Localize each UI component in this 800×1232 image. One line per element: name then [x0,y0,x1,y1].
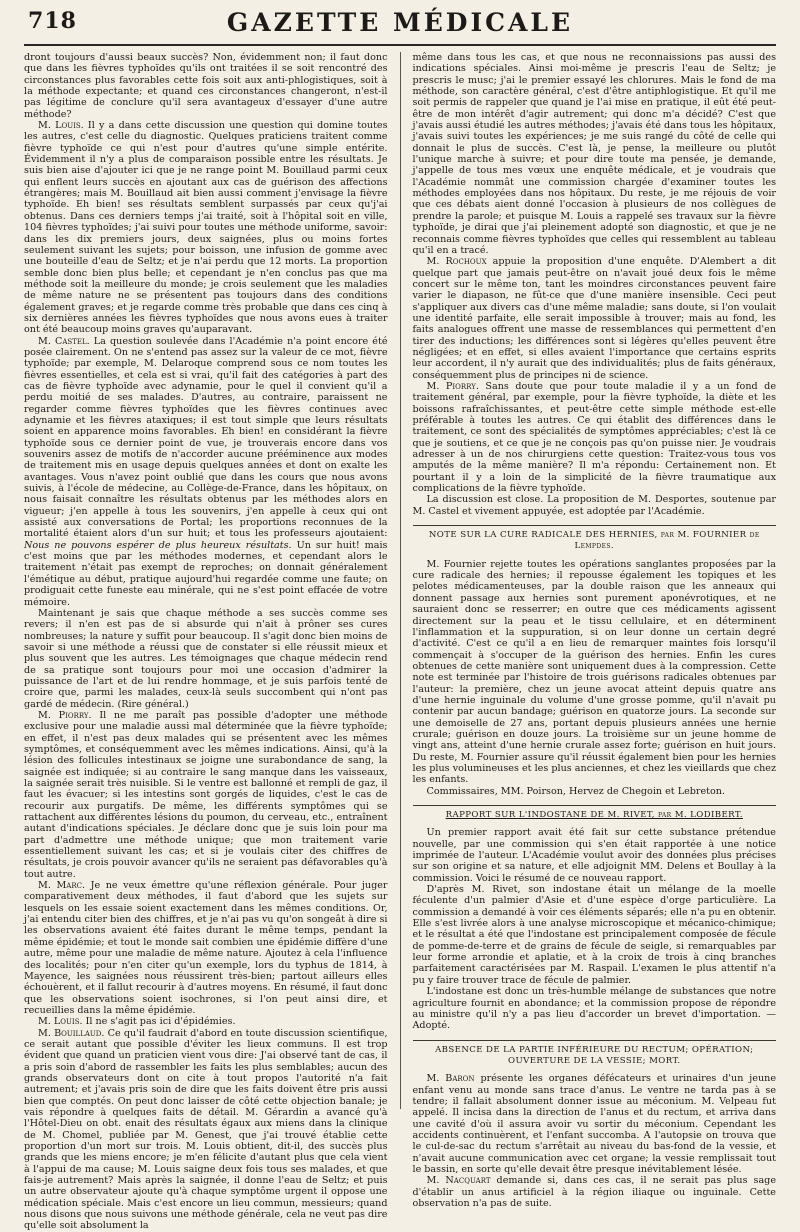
page-header [24,0,776,46]
paragraph: D'après M. Rivet, son indostane était un mélange de la moelle féculente d'un palmier d'Asie et d'une espèce d'orge particulière. La commission a demandé à voir ces éléments séparés; elle n'a pu en obtenir. Elle s'est livrée alors à une analyse microscopique et mécanico-chimique; et le résultat a été que l'indostane est principalement composée de fécule de pomme-de-terre et de grains de fécule de seigle, si remarquables par leur forme arrondie et aplatie, et à la croix de trois à cinq branches parfaitement caractérisées par M. Raspail. L'examen le plus attentif n'a pu y faire trouver trace de fécule de palmier. [412,884,776,986]
speaker: M. Louis. [38,1016,83,1028]
paragraph: dront toujours d'aussi beaux succès? Non, évidemment non; il faut donc que dans les fièvres typhoïdes qu'ils ont traitées il se soit rencontré des circonstances plus favorables cette fois soit aux anti-phlogistiques, soit à la méthode expectante; et quand ces circonstances changeront, n'est-il pas légitime de conclure qu'il sera avantageux d'essayer d'une autre méthode? [24,52,388,120]
paragraph: Commissaires, MM. Poirson, Hervez de Chegoin et Lebreton. [426,785,726,797]
text-columns [24,52,776,1232]
left-column [24,52,388,1232]
paragraph: Maintenant je sais que chaque méthode a ses succès comme ses revers; il n'en est pas de si absurde qui n'ait à prôner ses cures nombreuses; la nature y suffit pour beaucoup. Il s'agit donc bien moins de savoir si une méthode a réussi que de constater si elle réussit mieux et plus souvent que les autres. Les témoignages que chaque médecin rend de sa pratique sont toujours pour moi une occasion d'admirer la puissance de l'art et de lui rendre hommage, et je suis parfois tenté de croire que, parmi les malades, ceux-là seuls succombent qui n'ont pas gardé de médecin. (Rire général.) [24,607,388,710]
paragraph: M. Fournier rejette toutes les opérations sanglantes proposées par la cure radicale des hernies; il repousse également les topiques et les pelotes médicamenteuses, par la double raison que les anneaux qui donnent passage aux hernies sont purement aponévrotiques, et ne sauraient donc se resserrer; en outre que ces médicaments agissent directement sur la peau et le tissu cellulaire, et en déterminent l'inflammation et la suppuration, si on leur donne un certain degré d'activité. C'est ce qu'il a en lieu de remarquer maintes fois lorsqu'il commençait à s'occuper de la guérison des hernies. Enfin les cures obtenues de cette manière sont uniquement dues à la compression. Cette note est terminée par l'histoire de trois guérisons radicales obtenues par l'auteur: la première, chez un jeune avocat atteint depuis quatre ans d'une hernie inguinale du volume d'une grosse pomme, qu'il n'avait pu contenir par aucun bandage; guérison en quatorze jours. La seconde sur une demoiselle de 27 ans, portant depuis plusieurs années une hernie crurale; guérison en douze jours. La troisième sur un jeune homme de vingt ans, atteint d'une hernie crurale assez forte; guérison en huit jours. Du reste, M. Fournier assure qu'il réussit également bien pour les hernies les plus volumineuses et les plus anciennes, et chez les vieillards que chez les enfants. [412,558,776,786]
speaker: M. Louis. [38,120,84,132]
section-heading-indostane: RAPPORT SUR L'INDOSTANE DE M. RIVET, par M. LODIBERT. [413,805,777,821]
quotation: Nous ne pouvons espérer de plus heureux résultats. [24,539,292,551]
column-divider [400,52,401,1109]
section-heading-rectum: ABSENCE DE LA PARTIE INFÉRIEURE DU RECTUM; OPÉRATION; OUVERTURE DE LA VESSIE; MORT. [413,1040,777,1068]
paragraph [413,1175,777,1209]
paragraph [24,880,388,1016]
paragraph [24,120,388,336]
speech: appuie la proposition d'une enquête. D'Alembert a dit quelque part que jamais peut-être on n'avait joué deux fois le même concert sur le même ton, tant les moindres circonstances peuvent faire varier le diapason, ne fût-ce que d'une manière insensible. Ceci peut s'appliquer aux divers cas d'une même maladie; sans doute, si l'on voulait une identité parfaite, elle serait impossible à trouver; mais au fond, les faits analogues offrent une masse de ressemblances qui permettent d'en tirer des inductions; les différences sont si légères qu'elles peuvent être négligées; et en effet, si elles avaient l'importance que certains esprits leur accordent, il n'y aurait que des individualités; plus de faits généraux, conséquemment plus de principes ni de science. [412,256,776,381]
speech: Sans doute que pour toute maladie il y a un fond de traitement général, par exemple, pour la fièvre typhoïde, la diète et les boissons rafraîchissantes, et peut-être cette simple méthode est-elle préférable à toutes les autres. Ce qui établit des différences dans le traitement, ce sont des spécialités de symptômes appréciables; c'est là ce que je soutiens, et ce que je ne conçois pas qu'on puisse nier. Je voudrais adresser à un de nos chirurgiens cette question: Traitez-vous tous vos amputés de la même manière? Il m'a répondu: Certainement non. Et pourtant il y a loin de la simplicité de la fièvre traumatique aux complications de la fièvre typhoïde. [412,380,776,495]
speech: Ce qu'il faudrait d'abord en toute discussion scientifique, ce serait autant que possible d'éviter les lieux communs. Il est trop évident que quand un praticien vient vous dire: J'ai observé tant de cas, il a pris soin d'abord de rassembler les faits les plus semblables; aucun des grands observateurs dont on cite à tout propos l'autorité n'a fait autrement; et j'avais pris soin de dire que les faits doivent être pris aussi bien que comptés. On peut donc laisser de côté cette objection banale; je vais répondre à quelques faits de détail. M. Gérardin a avancé qu'à l'Hôtel-Dieu on obt. enait des résultats égaux aux miens dans la clinique de M. Chomel, publiée par M. Genest, que j'ai trouvé établie cette proportion d'un mort sur trois. M. Louis obtient, dit-il, des succès plus grands que les miens encore; je m'en félicite d'autant plus que cela vient à l'appui de ma cause; M. Louis saigne deux fois tous ses malades, et que fais-je autrement? Mais après la saignée, il donne l'eau de Seltz; et puis un autre observateur ajoute qu'à chaque symptôme urgent il oppose une médication spéciale. Mais c'est encore un lieu commun, messieurs; quand nous disons que nous suivons une méthode générale, cela ne veut pas dire qu'elle soit absolument la [24,1027,388,1232]
paragraph [24,710,388,880]
speech: Il y a dans cette discussion une question qui domine toutes les autres, c'est celle du diagnostic. Quelques praticiens traitent comme fièvre typhoïde ce qui n'est pour d'autres qu'une simple entérite. Évidemment il n'y a plus de comparaison possible entre les résultats. Je suis bien aise d'ajouter ici que je ne range point M. Bouillaud parmi ceux qui enflent leurs succès en ajoutant aux cas de guérison des affections étrangères; mais M. Bouillaud ait bien aussi comment j'envisage la fièvre typhoïde. Eh bien! ses résultats semblent surpassés par ceux qu'j'ai obtenus. Dans ces derniers temps j'ai traité, soit à l'hôpital soit en ville, 104 fièvres typhoïdes; j'ai suivi pour toutes une méthode uniforme, savoir: dans les dix premiers jours, deux saignées, plus ou moins fortes seulement suivant les sujets; pour boisson, une infusion de gomme avec une bouteille d'eau de Seltz; et je n'ai perdu que 12 morts. La proportion semble donc bien plus belle; et cependant je n'en conclus pas que ma méthode soit la meilleure du monde; je crois seulement que les maladies de même nature ne se présentent pas toujours dans des conditions également graves; et je regarde comme très probable que dans ces cinq à six dernières années les fièvres typhoïdes que nous avons eues à traiter ont été beaucoup moins graves qu'auparavant. [24,120,388,336]
speaker: M. Castel. [38,335,90,347]
speech: Il ne s'agit pas ici d'épidémies. [82,1016,236,1028]
paragraph [24,1028,388,1232]
paragraph: Un premier rapport avait été fait sur cette substance prétendue nouvelle, par une commission qui s'en était rapportée à une notice imprimée de l'auteur. L'Académie voulut avoir des données plus précises sur son origine et sa nature, et elle adjoignit MM. Delens et Boullay à la commission. Voici le résumé de ce nouveau rapport. [412,827,776,884]
paragraph: même dans tous les cas, et que nous ne reconnaissions pas aussi des indications spéciales. Ainsi moi-même je prescris l'eau de Seltz; je prescris le musc; j'ai le premier essayé les chlorures. Mais le fond de ma méthode, son caractère général, c'est d'être antiphlogistique. Et qu'il me soit permis de rappeler que quand je l'ai mise en pratique, il eût été peut-être de mon intérêt d'agir autrement; qui donc m'a décidé? C'est que j'avais aussi étudié les autres méthodes; j'avais été dans tous les hôpitaux, j'avais suivi toutes les expériences; je me suis rangé du côté de celle qui donnait le plus de succès. C'est là, je pense, la meilleure ou plutôt l'unique marche à suivre; et pour dire toute ma pensée, je demande, j'appelle de tous mes vœux une enquête médicale, et je voudrais que l'Académie nommât une commission chargée d'examiner toutes les méthodes employées dans nos hôpitaux. Du reste, je me réjouis de voir que ces débats aient donné l'occasion à plusieurs de nos collègues de prendre la parole; et puisque M. Louis a rappelé ses travaux sur la fièvre typhoïde, je dirai que j'ai pleinement adopté son diagnostic, et que je ne reconnais comme fièvres typhoïdes que celles qui ressemblent au tableau qu'il en a tracé. [412,52,776,256]
paragraph [413,381,777,494]
paragraph [413,256,777,381]
speech: Un sur huit! mais c'est moins que par les méthodes modernes, et cependant alors le traitement n'était pas exempt de reproches; on donnait généralement l'émétique au début, pratique aujourd'hui regardée comme une faute; on prodiguait cette funeste eau minérale, qui ne s'est point effacée de votre mémoire. [24,539,388,608]
speaker: M. Piorry. [38,709,92,721]
right-column [412,52,777,1209]
speaker: M. Marc. [38,880,86,892]
speech: présente les organes défécateurs et urinaires d'un jeune enfant venu au monde sans trace d'anus. Le ventre ne tarda pas à se tendre; il fallait absolument donner issue au méconium. M. Velpeau fut appelé. Il incisa dans la direction de l'anus et du rectum, et arriva dans une cavité d'où il assura avoir vu sortir du méconium. Cependant les accidents continuèrent, et l'enfant succomba. A l'autopsie on trouva que le cul-de-sac du rectum s'arrêtait au niveau du bas-fond de la vessie, et n'avait aucune communication avec cet organe; la vessie remplissait tout le bassin, en sorte qu'elle devait être presque inévitablement lésée. [412,1073,776,1175]
speaker: M. Bouillaud. [38,1027,105,1039]
speech: Je ne veux émettre qu'une réflexion générale. Pour juger comparativement deux méthodes, il faut d'abord que les sujets sur lesquels on les essaie soient exactement dans les mêmes conditions. Or, j'ai entendu citer bien des chiffres, et je n'ai pas vu qu'on songeât à dire si les observations avaient été faites durant le même temps, pendant la même épidémie; et tout le monde sait combien une épidémie diffère d'une autre, même pour une maladie de même nature. Ajoutez à cela l'influence des localités; pour n'en citer qu'un exemple, lors du typhus de 1814, à Mayence, les saignées nous réussirent très-bien; partout ailleurs elles échouèrent, et il fallut recourir à d'autres moyens. En résumé, il faut donc que les observations soient isochrones, si l'on peut ainsi dire, et recueillies dans la même épidémie. [24,880,388,1016]
speaker: M. Nacquart [426,1175,491,1187]
paragraph: L'indostane est donc un très-humble mélange de substances que notre agriculture fournit en abondance; et la commission propose de répondre au ministre qu'il n'y a pas lieu d'accorder un brevet d'importation. — Adopté. [412,986,776,1032]
page-number: 718 [28,8,77,34]
journal-title: GAZETTE MÉDICALE [226,8,574,37]
section-heading-hernies: NOTE SUR LA CURE RADICALE DES HERNIES, par M. FOURNIER de Lempdes. [413,525,777,553]
speech: Il ne me paraît pas possible d'adopter une méthode exclusive pour une maladie aussi mal déterminée que la fièvre typhoïde; en effet, il n'est pas deux malades qui se présentent avec les mêmes symptômes, et conséquemment avec les mêmes indications. Ainsi, qu'à la lésion des follicules intestinaux se joigne une surabondance de sang, la saignée est indiquée; si au contraire le sang manque dans les vaisseaux, la saignée serait très nuisible. Si le ventre est ballonné et rempli de gaz, il faut les évacuer; si les intestins sont gorgés de liquides, c'est le cas de recourir aux purgatifs. De même, les différents symptômes qui se rattachent aux différentes lésions du poumon, du cerveau, etc., entraînent autant d'indications spéciales. Je déclare donc que je suis loin pour ma part d'admettre une méthode unique; que mon traitement varie essentiellement suivant les cas; et si je voulais citer des chiffres de résultats, je crois pouvoir avancer qu'ils ne seraient pas défavorables qu'à tout autre. [24,709,388,880]
speech: La question soulevée dans l'Académie n'a point encore été posée clairement. On ne s'entend pas assez sur la valeur de ce mot, fièvre typhoïde; par exemple, M. Delaroque comprend sous ce nom toutes les fièvres essentielles, et cela est si vrai, qu'il fait des catégories à part des cas de fièvre typhoïde avec adynamie, pour le quel il convient qu'il a perdu moitié de ses malades. D'autres, au contraire, paraissent ne regarder comme fièvres typhoïdes que les fièvres continues avec adynamie et les fièvres ataxiques; il est tout simple que leurs résultats soient en apparence moins favorables. Eh bien! en considérant la fièvre typhoïde sous ce dernier point de vue, je trouverais encore dans vos souvenirs assez de motifs de n'accorder aucune prééminence aux modes de traitement mis en usage depuis quelques années et dont on exalte les avantages. Vous n'avez point oublié que dans les cours que nous avons suivis, à l'école de médecine, au Collège-de-France, dans les hôpitaux, on nous faisait connaître les résultats obtenus par les méthodes alors en vigueur; j'en appelle à tous les souvenirs, j'en appelle à ceux qui ont assisté aux conversations de Portal; les proportions reconnues de la mortalité étaient alors d'un sur huit; et tous les professeurs ajoutaient: [24,335,388,540]
speaker: M. Piorry. [426,380,479,392]
speaker: M. Rochoux [426,256,487,268]
speech: demande si, dans ces cas, il ne serait pas plus sage d'établir un anus artificiel à la région iliaque ou inguinale. Cette observation n'a pas de suite. [412,1175,776,1209]
speaker: M. Baron [426,1073,475,1085]
paragraph [413,1073,777,1175]
paragraph [24,1016,388,1027]
paragraph [24,336,388,608]
paragraph: La discussion est close. La proposition de M. Desportes, soutenue par M. Castel et vivement appuyée, est adoptée par l'Académie. [412,494,776,517]
